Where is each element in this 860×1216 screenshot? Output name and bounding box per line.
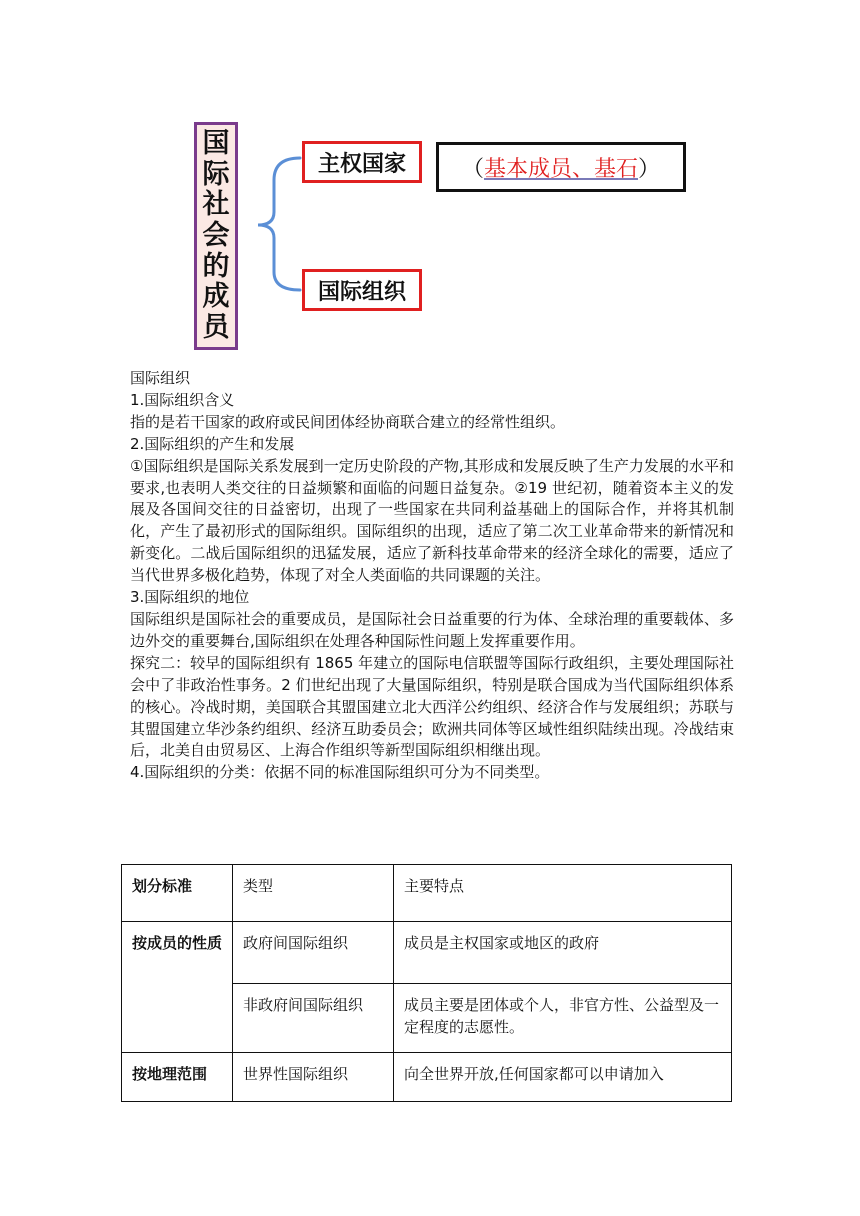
title-char: 员 <box>202 311 230 343</box>
feature-cell: 成员是主权国家或地区的政府 <box>394 922 732 984</box>
type-cell: 世界性国际组织 <box>233 1053 394 1102</box>
header-criterion: 划分标准 <box>122 865 233 922</box>
section-heading: 国际组织 <box>130 369 191 387</box>
title-char: 成 <box>202 281 230 313</box>
branch-bracket <box>0 0 860 360</box>
note-open-paren: （ <box>461 156 484 182</box>
section-2-text: ①国际组织是国际关系发展到一定历史阶段的产物,其形成和发展反映了生产力发展的水平和要求,也表明人类交往的日益频繁和面临的问题日益复杂。②19 世纪初，随着资本主义的发展及各国间交往的日益密切，出现了一些国家在共同利益基础上的国际合作，并将其机制化，产生了最初形式的国际组织。国际组织的出现，适应了第二次工业革命带来的新情况和新变化。二战后国际组织的迅猛发展，适应了新科技革命带来的经济全球化的需要，适应了当代世界多极化趋势，体现了对全人类面临的共同课题的关注。 <box>130 456 734 585</box>
section-3-title: 3.国际组织的地位 <box>130 588 250 607</box>
section-3-text: 国际组织是国际社会的重要成员，是国际社会日益重要的行为体、全球治理的重要载体、多边外交的重要舞台,国际组织在处理各种国际性问题上发挥重要作用。 <box>130 609 734 650</box>
type-cell: 非政府间国际组织 <box>233 984 394 1053</box>
section-1-title: 1.国际组织含义 <box>130 390 235 409</box>
criterion-cell: 按地理范围 <box>122 1053 233 1102</box>
classification-table <box>121 864 732 1102</box>
header-type: 类型 <box>233 865 394 922</box>
sovereign-state-box: 主权国家 <box>302 141 422 183</box>
title-char: 际 <box>202 158 230 190</box>
title-char: 国 <box>202 128 230 160</box>
feature-cell: 成员主要是团体或个人，非官方性、公益型及一定程度的志愿性。 <box>394 984 732 1053</box>
title-char: 会 <box>202 219 230 251</box>
section-2-title: 2.国际组织的产生和发展 <box>130 434 295 453</box>
member-diagram <box>0 0 860 360</box>
criterion-cell: 按成员的性质 <box>122 922 233 1053</box>
note-text: 基本成员、基石 <box>483 156 638 182</box>
title-char: 社 <box>202 189 230 221</box>
table-header-row <box>122 865 732 922</box>
explore-text: 探究二：较早的国际组织有 1865 年建立的国际电信联盟等国际行政组织，主要处理国际社会中了非政治性事务。2 们世纪出现了大量国际组织，特别是联合国成为当代国际组织体系的核心。冷战时期，美国联合其盟国建立北大西洋公约组织、经济合作与发展组织；苏联与其盟国建立华沙条约组织、经济互助委员会；欧洲共同体等区域性组织陆续出现。冷战结束后，北美自由贸易区、上海合作组织等新型国际组织相继出现。 <box>130 653 734 760</box>
basic-member-note <box>436 142 686 192</box>
document-body <box>130 368 734 784</box>
type-cell: 政府间国际组织 <box>233 922 394 984</box>
note-close-paren: ） <box>638 156 661 182</box>
table-row <box>122 922 732 984</box>
header-feature: 主要特点 <box>394 865 732 922</box>
table-row <box>122 1053 732 1102</box>
section-1-text: 指的是若干国家的政府或民间团体经协商联合建立的经常性组织。 <box>130 412 566 431</box>
international-org-box: 国际组织 <box>302 269 422 311</box>
title-char: 的 <box>202 250 230 282</box>
section-4-title: 4.国际组织的分类：依据不同的标准国际组织可分为不同类型。 <box>130 763 550 782</box>
feature-cell: 向全世界开放,任何国家都可以申请加入 <box>394 1053 732 1102</box>
